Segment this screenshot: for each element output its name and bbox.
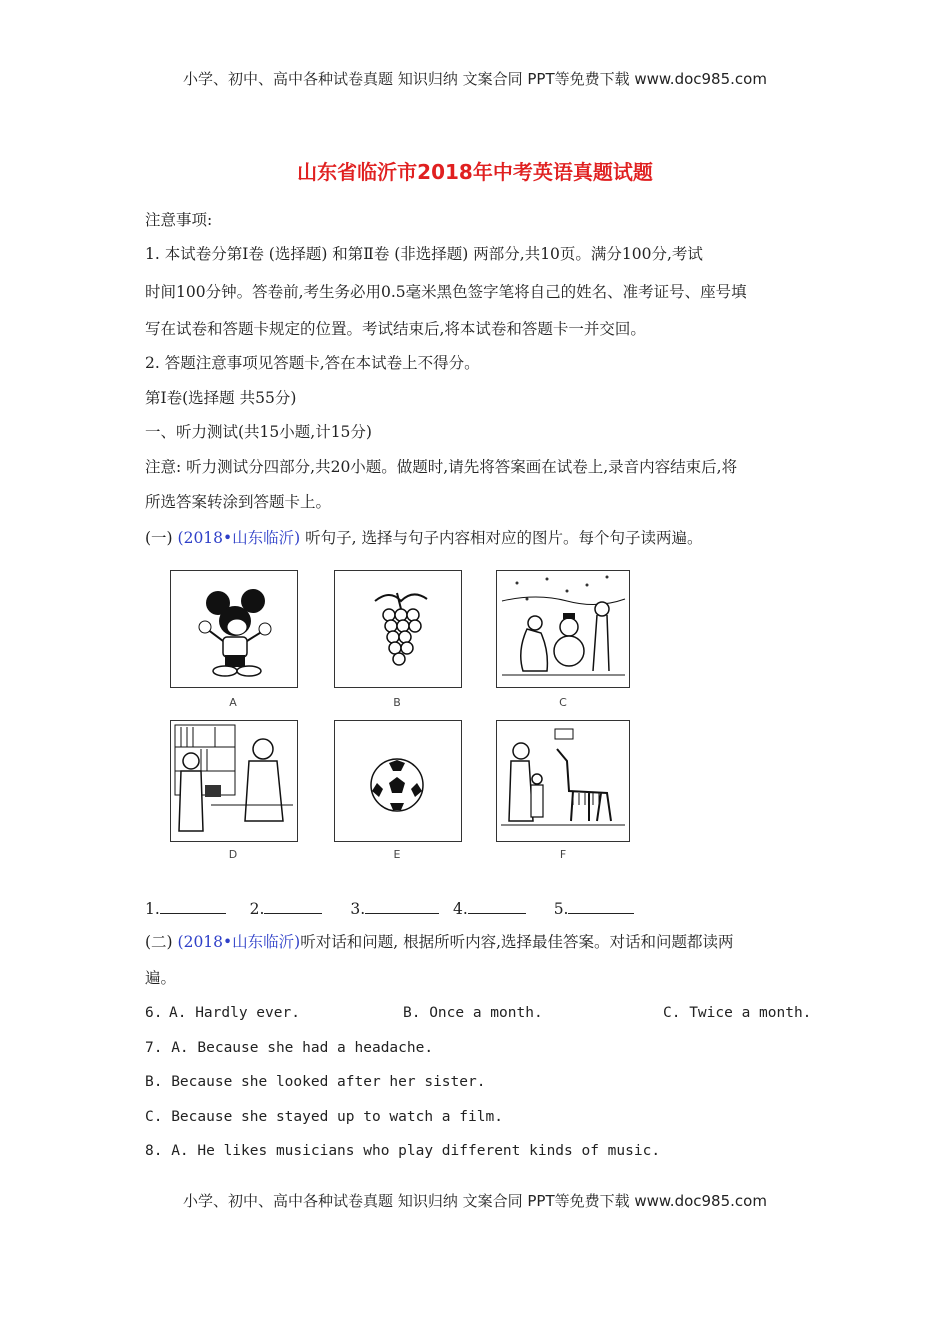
page-header: 小学、初中、高中各种试卷真题 知识归纳 文案合同 PPT等免费下载 www.doc985.com — [183, 70, 767, 88]
notes-heading: 注意事项: — [145, 211, 213, 229]
answer-1-blank[interactable] — [160, 898, 226, 914]
grapes-icon — [335, 571, 460, 686]
sub2-text: 听对话和问题, 根据所听内容,选择最佳答案。对话和问题都读两 — [300, 933, 734, 951]
answer-3-blank[interactable] — [365, 898, 439, 914]
picture-b-label: B — [393, 696, 401, 709]
answer-blanks — [145, 898, 810, 919]
picture-a — [170, 570, 298, 688]
answer-2-blank[interactable] — [264, 898, 322, 914]
picture-d — [170, 720, 298, 842]
q8-option-a: 8. A. He likes musicians who play different kinds of music. — [145, 1143, 661, 1159]
q6-num: 6. — [145, 1005, 163, 1021]
sub1-instruction — [145, 528, 810, 548]
picture-f — [496, 720, 630, 842]
picture-c — [496, 570, 630, 688]
q7-option-b: B. Because she looked after her sister. — [145, 1074, 486, 1090]
sub1-source: (2018•山东临沂) — [177, 529, 301, 547]
picture-e-label: E — [393, 848, 401, 861]
picture-c-label: C — [559, 696, 567, 709]
q6-option-c: C. Twice a month. — [663, 1005, 812, 1021]
picture-a-label: A — [229, 696, 237, 709]
bookstore-scene-icon — [171, 721, 296, 840]
sub2-prefix: (二) — [145, 933, 178, 951]
note1-line1: 1. 本试卷分第Ⅰ卷 (选择题) 和第Ⅱ卷 (非选择题) 两部分,共10页。满分100分,考试 — [145, 245, 703, 263]
picture-e — [334, 720, 462, 842]
sub2-instruction-cont: 遍。 — [145, 969, 177, 987]
section1-heading: 一、听力测试(共15小题,计15分) — [145, 423, 372, 441]
q6-option-a: A. Hardly ever. — [169, 1005, 300, 1021]
note2: 2. 答题注意事项见答题卡,答在本试卷上不得分。 — [145, 354, 480, 372]
sub1-text: 听句子, 选择与句子内容相对应的图片。每个句子读两遍。 — [300, 529, 703, 547]
q6-option-b: B. Once a month. — [403, 1005, 543, 1021]
museum-scene-icon — [497, 721, 628, 840]
picture-f-label: F — [559, 848, 567, 861]
soccer-ball-icon — [335, 721, 460, 840]
listen-note-line2: 所选答案转涂到答题卡上。 — [145, 493, 332, 511]
sub2-instruction — [145, 932, 810, 952]
q7-option-c: C. Because she stayed up to watch a film. — [145, 1109, 503, 1125]
snowman-scene-icon — [497, 571, 628, 686]
mickey-mouse-icon — [171, 571, 296, 686]
page-title: 山东省临沂市2018年中考英语真题试题 — [297, 160, 653, 184]
answer-3-num: 3. — [350, 900, 366, 918]
sub1-prefix: (一) — [145, 529, 178, 547]
picture-b — [334, 570, 462, 688]
q7-option-a: 7. A. Because she had a headache. — [145, 1040, 434, 1056]
page-footer: 小学、初中、高中各种试卷真题 知识归纳 文案合同 PPT等免费下载 www.doc985.com — [183, 1192, 767, 1210]
answer-5-blank[interactable] — [568, 898, 634, 914]
answer-1-num: 1. — [145, 900, 160, 918]
answer-4-blank[interactable] — [468, 898, 526, 914]
sub2-source: (2018•山东临沂) — [177, 933, 301, 951]
note1-line2: 时间100分钟。答卷前,考生务必用0.5毫米黑色签字笔将自己的姓名、准考证号、座号填 — [145, 283, 747, 301]
answer-5-num: 5. — [553, 900, 569, 918]
picture-d-label: D — [228, 848, 238, 861]
listen-note-line1: 注意: 听力测试分四部分,共20小题。做题时,请先将答案画在试卷上,录音内容结束后,将 — [145, 458, 738, 476]
picture-grid — [168, 570, 638, 862]
answer-4-num: 4. — [453, 900, 468, 918]
answer-2-num: 2. — [249, 900, 265, 918]
note1-line3: 写在试卷和答题卡规定的位置。考试结束后,将本试卷和答题卡一并交回。 — [145, 320, 646, 338]
part1-heading: 第Ⅰ卷(选择题 共55分) — [145, 389, 297, 407]
